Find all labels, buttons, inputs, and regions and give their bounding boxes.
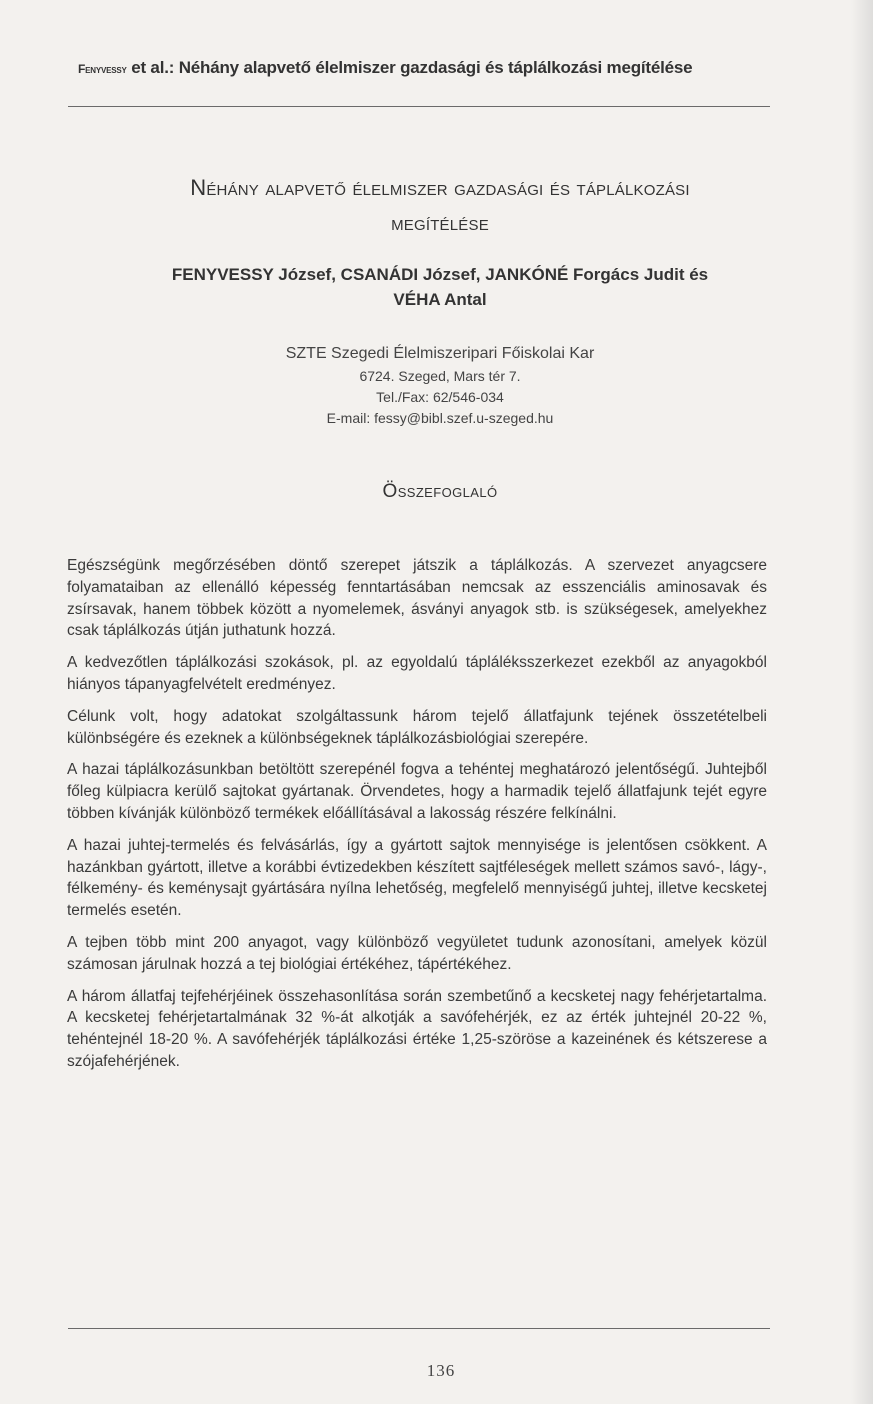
abstract-paragraph: A hazai juhtej-termelés és felvásárlás, így a gyártott sajtok mennyisége is jelentősen csökkent. A hazánkban gyártott, illetve a korábbi évtizedekben készített sajtféleségek mellett számos savó-, lágy-, félkemény- és keménysajt gyártására nyílna lehetőség, megfelelő mennyiségű juhtej, illetve kecsketej termelés esetén. — [67, 836, 767, 920]
article-title-line-2: megítélése — [391, 210, 489, 235]
affiliation-email: E-mail: fessy@bibl.szef.u-szeged.hu — [326, 410, 554, 426]
abstract-paragraph: Egészségünk megőrzésében döntő szerepet játszik a táplálkozás. A szervezet anyagcsere folyamataiban az ellenálló képesség fenntartásában nemcsak az esszenciális aminosavak és zsírsavak, hanem többek között a nyomelemek, ásványi anyagok stb. is szükségesek, amelyekhez csak táplálkozás útján juthatunk hozzá. — [67, 557, 767, 640]
running-header-title: et al.: Néhány alapvető élelmiszer gazdasági és táplálkozási megítélése — [126, 58, 693, 77]
affiliation-address: 6724. Szeged, Mars tér 7. — [359, 368, 521, 384]
article-title-line-1: Néhány alapvető élelmiszer gazdasági és táplálkozási — [190, 175, 690, 200]
abstract-paragraph: A tejben több mint 200 anyagot, vagy különböző vegyületet tudunk azonosítani, amelyek közül számosan járulnak hozzá a tej biológiai értékéhez, tápértékéhez. — [67, 933, 767, 973]
header-rule — [68, 106, 770, 107]
author-list — [60, 262, 820, 312]
abstract-paragraph: Célunk volt, hogy adatokat szolgáltassunk három tejelő állatfajunk tejének összetételbeli különbségére és ezeknek a különbségeknek táplálkozásbiológiai szerepére. — [67, 707, 767, 747]
footer-rule — [68, 1328, 770, 1329]
running-header — [78, 58, 778, 78]
page-number: 136 — [426, 1361, 456, 1380]
author-list-line-2: VÉHA Antal — [393, 290, 487, 309]
affiliation-phone: Tel./Fax: 62/546-034 — [376, 389, 504, 405]
author-list-line-1: FENYVESSY József, CSANÁDI József, JANKÓNÉ Forgács Judit és — [171, 265, 709, 284]
abstract-body — [67, 555, 767, 1083]
abstract-paragraph: A kedvezőtlen táplálkozási szokások, pl. az egyoldalú tápláléksszerkezet ezekből az anyagokból hiányos tápanyagfelvételt eredményez. — [67, 654, 767, 693]
affiliation-block — [60, 342, 820, 429]
running-header-author: Fenyvessy — [78, 62, 127, 76]
abstract-paragraph: A hazai táplálkozásunkban betöltött szerepénél fogva a tehéntej meghatározó jelentőségű. Juhtejből főleg külpiacra kerülő sajtokat gyártanak. Örvendetes, hogy a harmadik tejelő állatfajunk tejét egyre többen kívánják különböző termékek előállításával a lakosság részére felkínálni. — [67, 761, 767, 822]
article-title — [60, 170, 820, 240]
page-edge-shadow — [851, 0, 873, 1404]
affiliation-institution: SZTE Szegedi Élelmiszeripari Főiskolai Kar — [285, 345, 595, 362]
abstract-heading: Összefoglaló — [382, 481, 498, 502]
abstract-paragraph: A három állatfaj tejfehérjéinek összehasonlítása során szembetűnő a kecsketej nagy fehérjetartalma. A kecsketej fehérjetartalmának 32 %-át alkotják a savófehérjék, ez az érték juhtejnél 20-22 %, tehéntejnél 18-20 %. A savófehérjék táplálkozási értéke 1,25-szöröse a kazeinének és kétszerese a szójafehérjének. — [67, 987, 767, 1070]
